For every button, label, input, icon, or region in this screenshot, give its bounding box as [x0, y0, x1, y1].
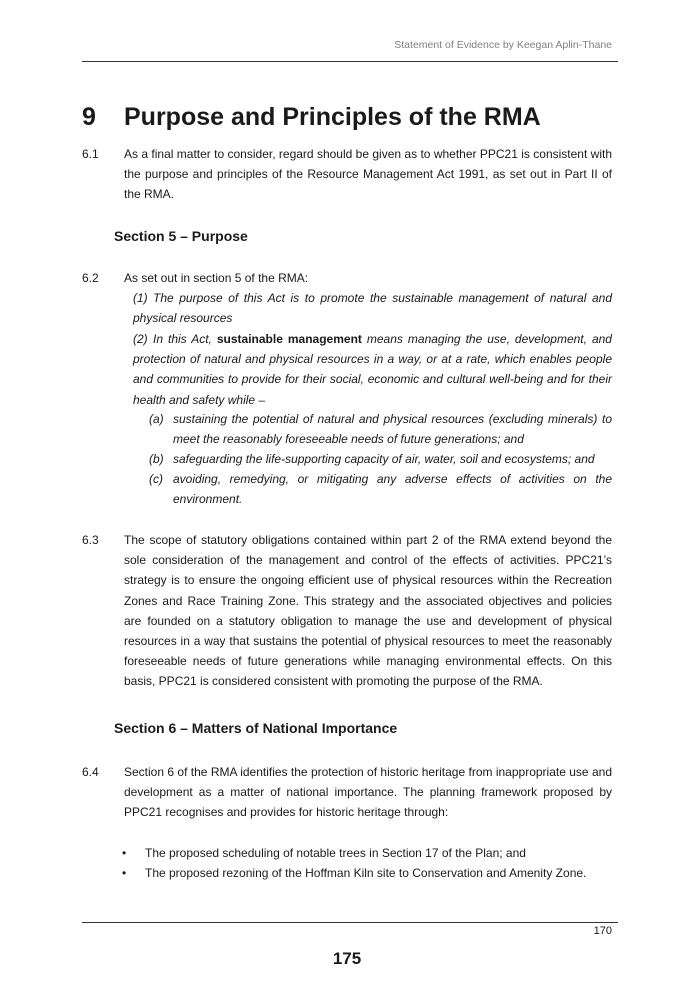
page-number: 170: [593, 925, 612, 937]
section-heading: [82, 101, 541, 133]
paragraph-number: 6.4: [82, 765, 99, 779]
paragraph-text: As set out in section 5 of the RMA:: [124, 271, 309, 285]
document-header: Statement of Evidence by Keegan Aplin-Thane: [394, 39, 612, 51]
paragraph-number: 6.2: [82, 271, 99, 285]
quote-text: means managing the use, development, and protection of natural and physical resources in a way, or at a rate, which enables people and communities to provide for their social, economic and cultural well-being and for their health and safety while –: [133, 332, 612, 407]
quote-defined-term: sustainable management: [216, 332, 362, 346]
bullet-text: The proposed scheduling of notable trees in Section 17 of the Plan; and: [145, 846, 526, 860]
bullet-icon: •: [122, 846, 127, 860]
subitem-text: safeguarding the life-supporting capacity of air, water, soil and ecosystems; and: [173, 452, 595, 466]
subheading-section-5: Section 5 – Purpose: [114, 228, 248, 244]
bullet-icon: •: [122, 866, 127, 880]
bullet-text: The proposed rezoning of the Hoffman Kiln site to Conservation and Amenity Zone.: [145, 866, 587, 880]
paragraph-text: Section 6 of the RMA identifies the protection of historic heritage from inappropriate use and development as a matter of national importance. The planning framework proposed by PPC21 recognises and provides for historic heritage through:: [124, 765, 612, 820]
paragraph-number: 6.1: [82, 147, 99, 161]
quote-item-1: [133, 288, 612, 328]
quote-number: (1): [133, 291, 148, 305]
paragraph-number: 6.3: [82, 533, 99, 547]
header-divider: [82, 61, 618, 62]
bullet-item: [122, 863, 586, 883]
subitem-text: avoiding, remedying, or mitigating any adverse effects of activities on the environment.: [173, 472, 612, 507]
subheading-section-6: Section 6 – Matters of National Importance: [114, 720, 398, 736]
subitem-letter: (c): [149, 472, 163, 486]
subitem-letter: (b): [149, 452, 164, 466]
quote-subitem-c: [149, 469, 612, 509]
paragraph-6-3: [82, 530, 612, 692]
bundle-page-number: 175: [332, 949, 362, 968]
quote-subitem-a: [149, 409, 612, 449]
quote-item-2: [133, 329, 612, 410]
section-number: 9: [82, 103, 96, 131]
footer-divider: [82, 922, 618, 923]
paragraph-text: As a final matter to consider, regard should be given as to whether PPC21 is consistent with the purpose and principles of the Resource Management Act 1991, as set out in Part II of the RMA.: [124, 147, 612, 202]
quote-lead: In this Act,: [153, 332, 217, 346]
paragraph-6-1: [82, 144, 612, 205]
bullet-item: [122, 843, 526, 863]
quote-subitem-b: [149, 449, 612, 469]
paragraph-text: The scope of statutory obligations contained within part 2 of the RMA extend beyond the sole consideration of the management and control of the effects of activities. PPC21’s strategy is to ensure the ongoing efficient use of physical resources within the Recreation Zones and Race Training Zone. This strategy and the associated objectives and policies are founded on a statutory obligation to manage the use and development of physical resources in a way that sustains the potential of physical resources to meet the reasonably foreseeable needs of future generations while managing environmental effects. On this basis, PPC21 is considered consistent with promoting the purpose of the RMA.: [124, 533, 612, 689]
subitem-letter: (a): [149, 412, 164, 426]
quote-number: (2): [133, 332, 148, 346]
paragraph-6-2: [82, 268, 612, 288]
subitem-text: sustaining the potential of natural and physical resources (excluding minerals) to meet the reasonably foreseeable needs of future generations; and: [173, 412, 612, 447]
section-title: Purpose and Principles of the RMA: [124, 103, 541, 131]
quote-text: The purpose of this Act is to promote the sustainable management of natural and physical resources: [133, 291, 612, 326]
paragraph-6-4: [82, 762, 612, 823]
